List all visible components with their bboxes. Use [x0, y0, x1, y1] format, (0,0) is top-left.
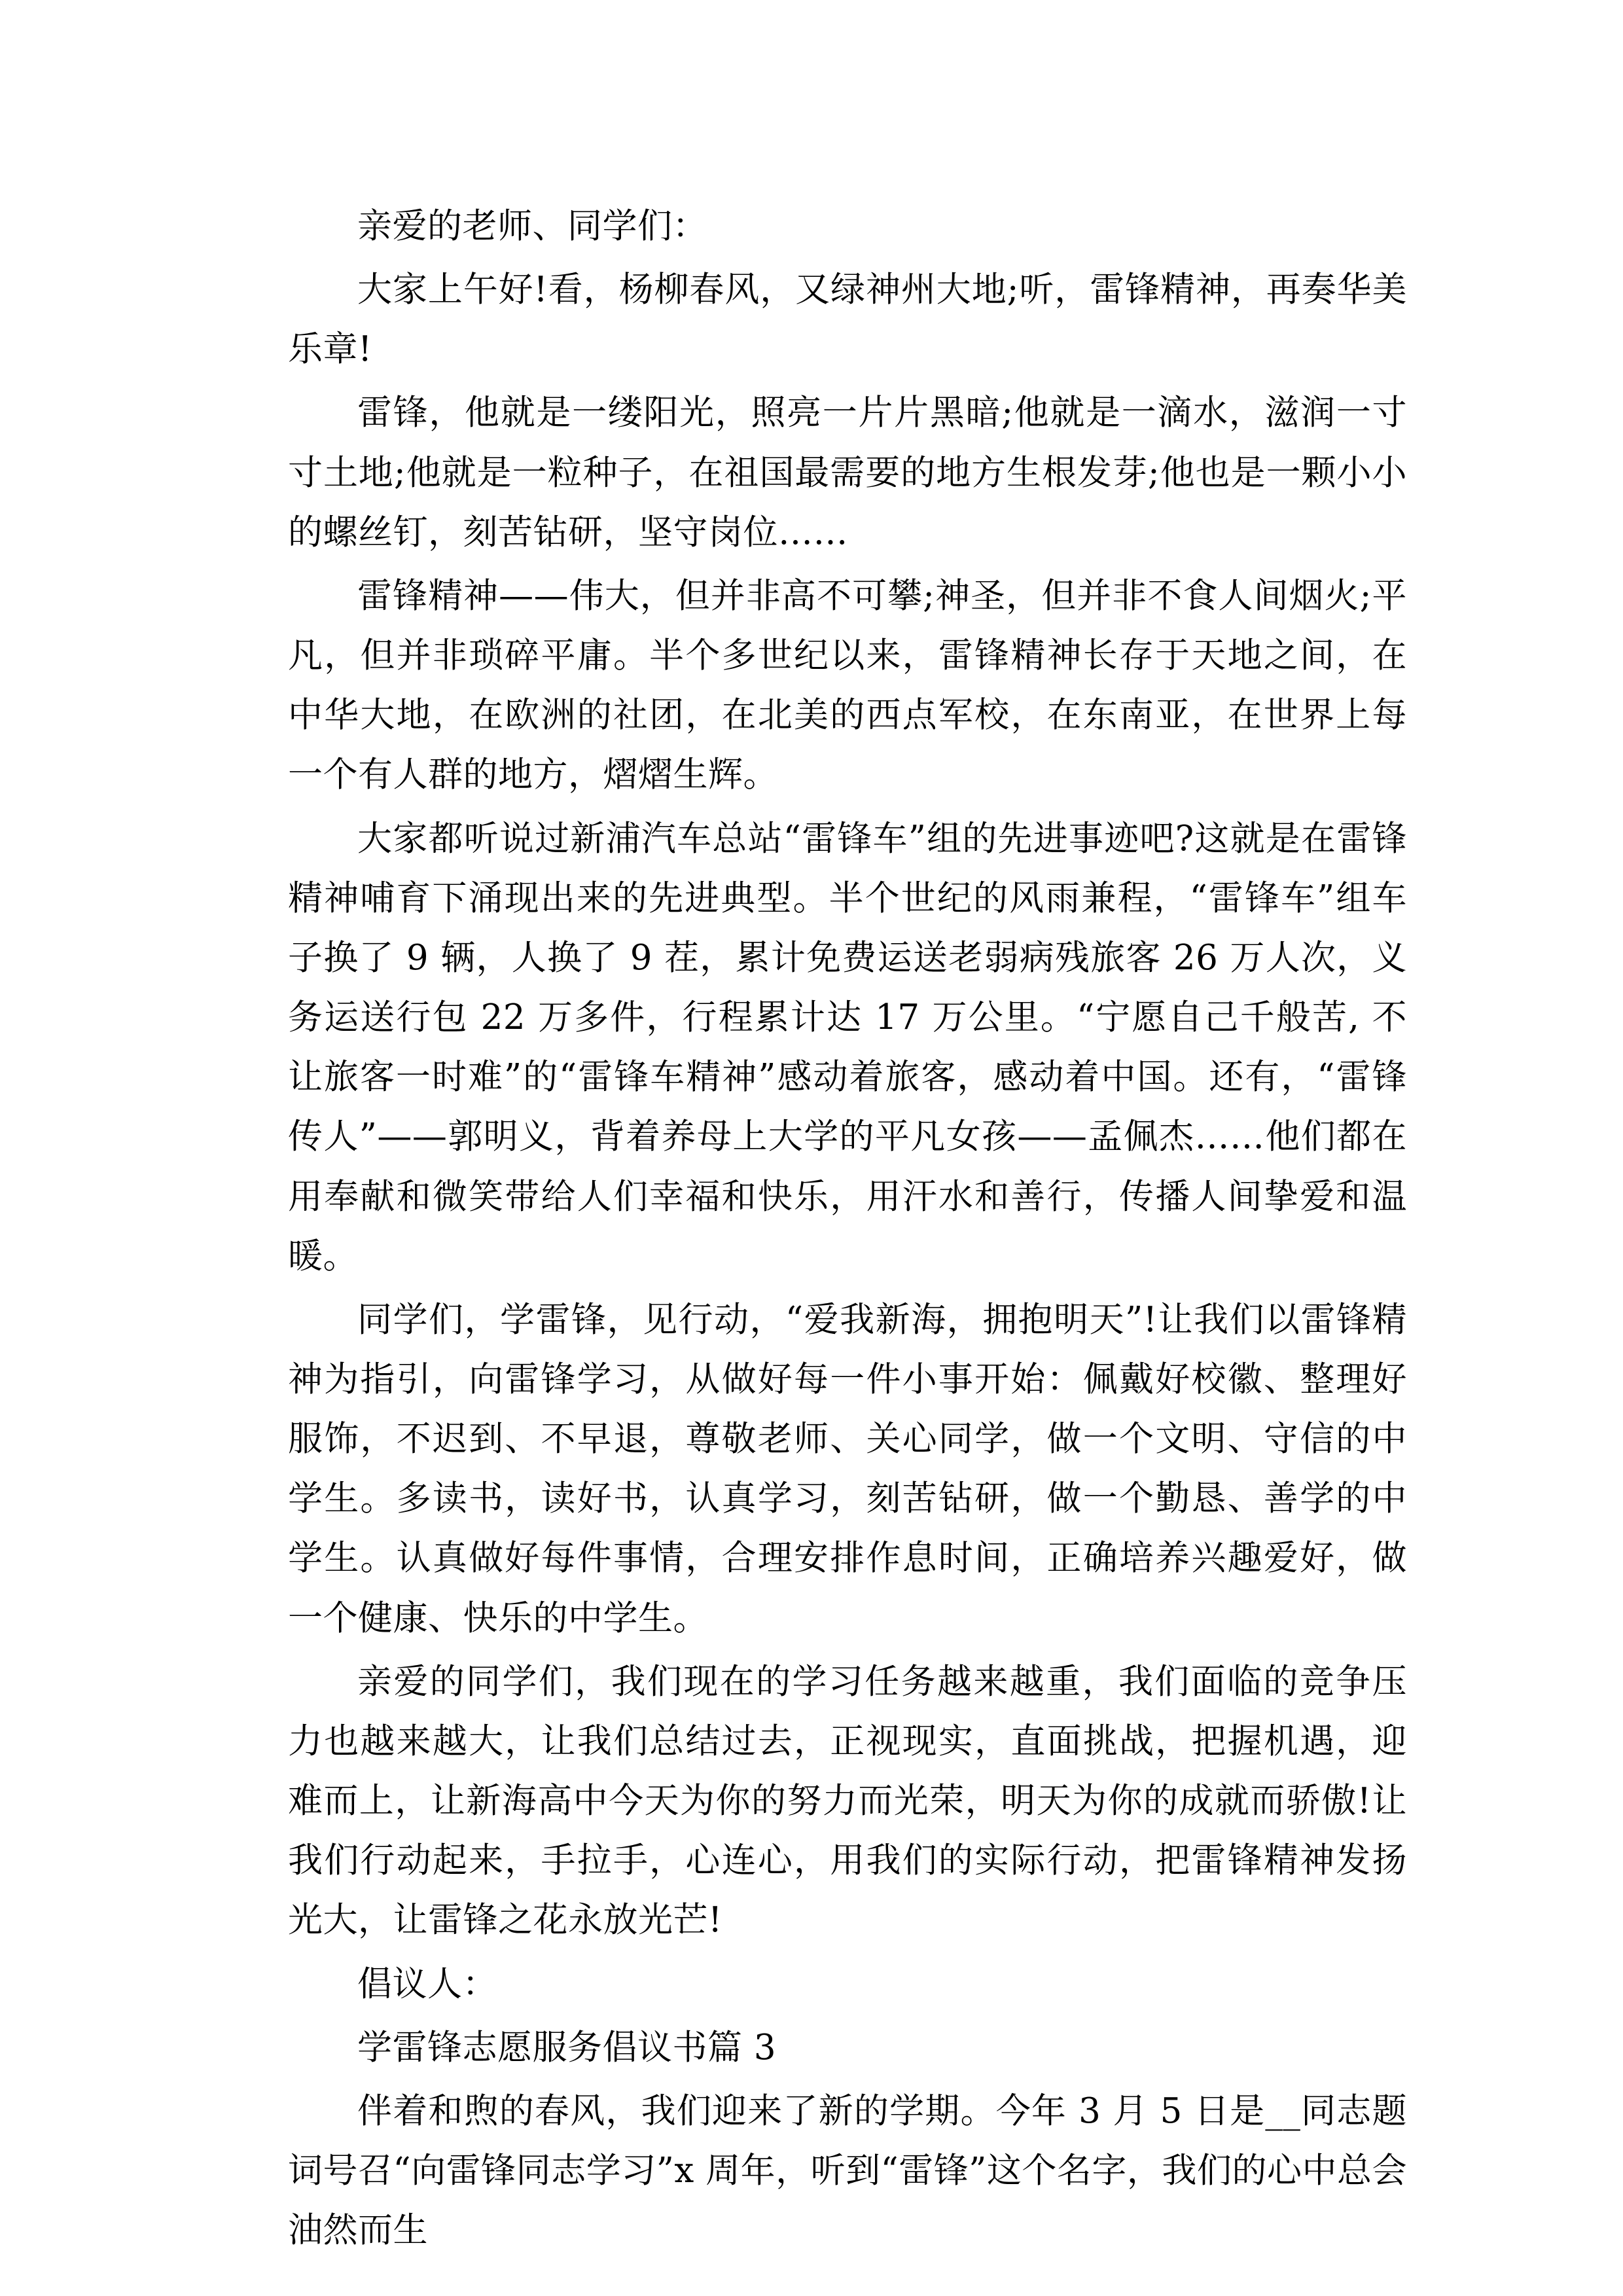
- paragraph-spirit-definition: 雷锋精神——伟大，但并非高不可攀;神圣，但并非不食人间烟火;平凡，但并非琐碎平庸。半个多世纪以来，雷锋精神长存于天地之间，在中华大地，在欧洲的社团，在北美的西点军校，在东南亚，在世界上每一个有人群的地方，熠熠生辉。: [288, 575, 1407, 795]
- paragraph-greeting: 大家上午好!看，杨柳春风，又绿神州大地;听，雷锋精神，再奏华美乐章!: [288, 270, 1407, 370]
- paragraph-call-to-students: 同学们，学雷锋，见行动，“爱我新海，拥抱明天”!让我们以雷锋精神为指引，向雷锋学习，从做好每一件小事开始：佩戴好校徽、整理好服饰，不迟到、不早退，尊敬老师、关心同学，做一个文明、守信的中学生。多读书，读好书，认真学习，刻苦钻研，做一个勤恳、善学的中学生。认真做好每件事情，合理安排作息时间，正确培养兴趣爱好，做一个健康、快乐的中学生。: [288, 1299, 1407, 1638]
- signature-label: 倡议人：: [357, 1964, 497, 2004]
- paragraph-salutation: 亲爱的老师、同学们：: [357, 206, 707, 246]
- paragraph-new-term-opening: 伴着和煦的春风，我们迎来了新的学期。今年 3 月 5 日是__同志题词号召“向雷锋同志学习”x 周年，听到“雷锋”这个名字，我们的心中总会油然而生: [288, 2090, 1407, 2251]
- document-body: [288, 196, 1407, 2260]
- section-heading-3: 学雷锋志愿服务倡议书篇 3: [357, 2027, 777, 2068]
- paragraph-closing-appeal: 亲爱的同学们，我们现在的学习任务越来越重，我们面临的竞争压力也越来越大，让我们总结过去，正视现实，直面挑战，把握机遇，迎难而上，让新海高中今天为你的努力而光荣，明天为你的成就而骄傲!让我们行动起来，手拉手，心连心，用我们的实际行动，把雷锋精神发扬光大，让雷锋之花永放光芒!: [288, 1661, 1407, 1941]
- paragraph-bus-station-example: 大家都听说过新浦汽车总站“雷锋车”组的先进事迹吧?这就是在雷锋精神哺育下涌现出来的先进典型。半个世纪的风雨兼程，“雷锋车”组车子换了 9 辆，人换了 9 茬，累计免费运送老弱病残旅客 26 万人次，义务运送行包 22 万多件，行程累计达 17 万公里。“宁愿自己千般苦, 不让旅客一时难”的“雷锋车精神”感动着旅客，感动着中国。还有，“雷锋传人”——郭明义，背着养母上大学的平凡女孩——孟佩杰……他们都在用奉献和微笑带给人们幸福和快乐，用汗水和善行，传播人间挚爱和温暖。: [288, 818, 1407, 1276]
- paragraph-leifeng-metaphor: 雷锋，他就是一缕阳光，照亮一片片黑暗;他就是一滴水，滋润一寸寸土地;他就是一粒种子，在祖国最需要的地方生根发芽;他也是一颗小小的螺丝钉，刻苦钻研，坚守岗位……: [288, 393, 1407, 552]
